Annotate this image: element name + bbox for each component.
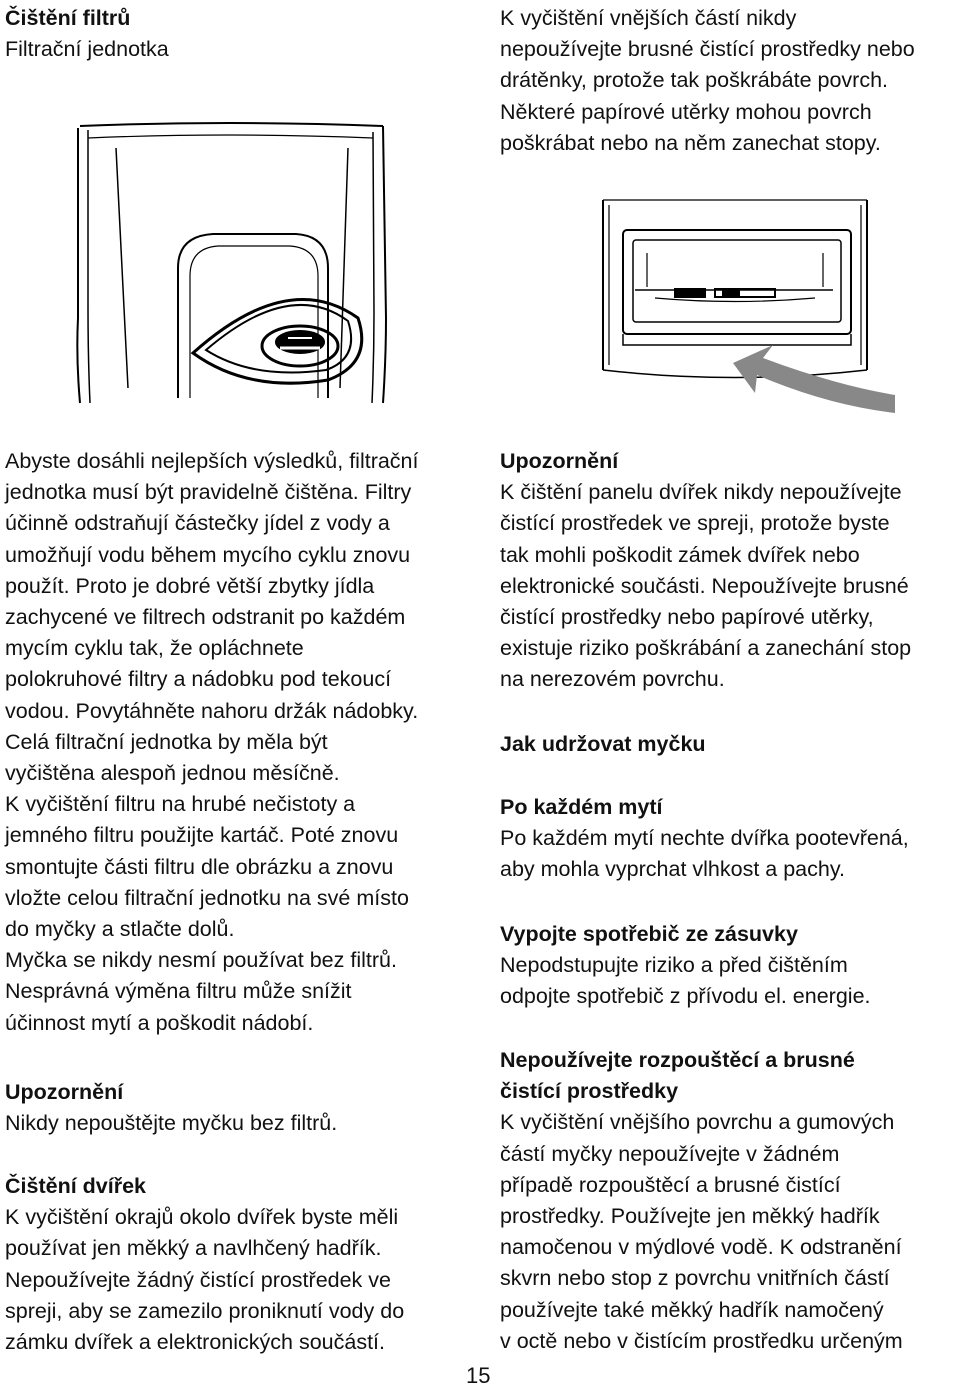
text-line: aby mohla vyprchat vlhkost a pachy. xyxy=(500,857,845,882)
text-line: čistící prostředek ve spreji, protože byste xyxy=(500,511,890,536)
text-line: smontujte části filtru dle obrázku a znovu xyxy=(5,854,394,879)
text-line: Nesprávná výměna filtru může snížit xyxy=(5,979,352,1004)
text-line: odpojte spotřebič z přívodu el. energie. xyxy=(500,984,871,1009)
text-line: na nerezovém povrchu. xyxy=(500,667,725,692)
filter-instructions xyxy=(5,446,475,1039)
text-line: nepoužívejte brusné čistící prostředky nebo xyxy=(500,37,915,62)
text-line: Po každém mytí nechte dvířka pootevřená, xyxy=(500,826,909,851)
warning-heading: Upozornění xyxy=(500,449,619,473)
text-line: v octě nebo v čistícím prostředku určeným xyxy=(500,1328,903,1353)
filter-warning xyxy=(5,1077,475,1139)
text-line: případě rozpouštěcí a brusné čistící xyxy=(500,1172,841,1197)
text-line: jemného filtru použijte kartáč. Poté znovu xyxy=(5,823,399,848)
text-line: spreji, aby se zamezilo proniknutí vody do xyxy=(5,1298,405,1323)
text-line: prostředky. Používejte jen měkký hadřík xyxy=(500,1204,880,1229)
after-wash-section xyxy=(500,792,955,886)
text-line: Abyste dosáhli nejlepších výsledků, filtrační xyxy=(5,449,419,473)
text-line: Nepoužívejte žádný čistící prostředek ve xyxy=(5,1267,391,1292)
text-line: zachycené ve filtrech odstranit po každém xyxy=(5,605,406,630)
text-line: K čištění panelu dvířek nikdy nepoužívejte xyxy=(500,480,902,505)
text-line: používat jen měkký a navlhčený hadřík. xyxy=(5,1236,382,1261)
text-line: jednotka musí být pravidelně čištěna. Filtry xyxy=(5,480,412,505)
unplug-section xyxy=(500,919,955,1013)
arrow-icon xyxy=(733,345,895,413)
warning-text: Nikdy nepouštějte myčku bez filtrů. xyxy=(5,1111,338,1136)
text-line: elektronické součásti. Nepoužívejte brusné xyxy=(500,573,909,598)
maintenance-section xyxy=(500,729,955,760)
text-line: umožňují vodu během mycího cyklu znovu xyxy=(5,542,411,567)
text-line: vodou. Povytáhněte nahoru držák nádobky. xyxy=(5,698,419,723)
text-line: účinně odstraňují částečky jídel z vody a xyxy=(5,511,390,536)
filter-unit-subheading: Filtrační jednotka xyxy=(5,37,169,62)
text-line: Nepodstupujte riziko a před čištěním xyxy=(500,953,848,978)
text-line: namočenou v mýdlové vodě. K odstranění xyxy=(500,1235,902,1260)
filter-unit-illustration xyxy=(28,118,443,408)
maintenance-heading: Jak udržovat myčku xyxy=(500,732,706,756)
filter-cleaning-heading: Čištění filtrů xyxy=(5,6,131,30)
door-cleaning-heading: Čištění dvířek xyxy=(5,1174,146,1198)
text-line: K vyčištění okrajů okolo dvířek byste měli xyxy=(5,1205,399,1230)
text-line: K vyčištění vnějšího povrchu a gumových xyxy=(500,1110,895,1135)
text-line: používejte také měkký hadřík namočený xyxy=(500,1297,884,1322)
text-line: účinnost mytí a poškodit nádobí. xyxy=(5,1010,314,1035)
after-wash-heading: Po každém mytí xyxy=(500,795,663,819)
text-line: polokruhové filtry a nádobku pod tekoucí xyxy=(5,667,392,692)
text-line: drátěnky, protože tak poškrábáte povrch. xyxy=(500,68,889,93)
text-line: mycím cyklu tak, že opláchnete xyxy=(5,636,304,661)
text-line: Myčka se nikdy nesmí používat bez filtrů. xyxy=(5,948,397,973)
text-line: částí myčky nepoužívejte v žádném xyxy=(500,1141,840,1166)
text-line: použít. Proto je dobré větší zbytky jídla xyxy=(5,573,375,598)
page-number: 15 xyxy=(466,1363,491,1388)
text-line: tak mohli poškodit zámek dvířek nebo xyxy=(500,542,860,567)
filter-cleaning-section xyxy=(5,3,475,65)
text-line: K vyčištění vnějších částí nikdy xyxy=(500,6,797,30)
unplug-heading: Vypojte spotřebič ze zásuvky xyxy=(500,922,798,946)
door-cleaning-section xyxy=(5,1171,475,1358)
solvents-heading: Nepoužívejte rozpouštěcí a brusné xyxy=(500,1048,855,1072)
exterior-cleaning-note xyxy=(500,3,955,159)
text-line: skvrn nebo stop z povrchu vnitřních částí xyxy=(500,1266,890,1291)
text-line: vyčištěna alespoň jednou měsíčně. xyxy=(5,761,340,786)
text-line: vložte celou filtrační jednotku na své místo xyxy=(5,885,409,910)
text-line: K vyčištění filtru na hrubé nečistoty a xyxy=(5,792,356,817)
text-line: Celá filtrační jednotka by měla být xyxy=(5,729,328,754)
door-panel-illustration xyxy=(595,195,900,420)
text-line: čistící prostředky nebo papírové utěrky, xyxy=(500,605,874,630)
text-line: Některé papírové utěrky mohou povrch xyxy=(500,99,872,124)
text-line: poškrábat nebo na něm zanechat stopy. xyxy=(500,130,881,155)
warning-heading: Upozornění xyxy=(5,1080,124,1104)
text-line: existuje riziko poškrábání a zanechání stop xyxy=(500,636,912,661)
solvents-section xyxy=(500,1045,955,1357)
door-panel-warning xyxy=(500,446,955,696)
text-line: zámku dvířek a elektronických součástí. xyxy=(5,1330,385,1355)
text-line: do myčky a stlačte dolů. xyxy=(5,917,235,942)
solvents-heading: čistící prostředky xyxy=(500,1079,679,1104)
